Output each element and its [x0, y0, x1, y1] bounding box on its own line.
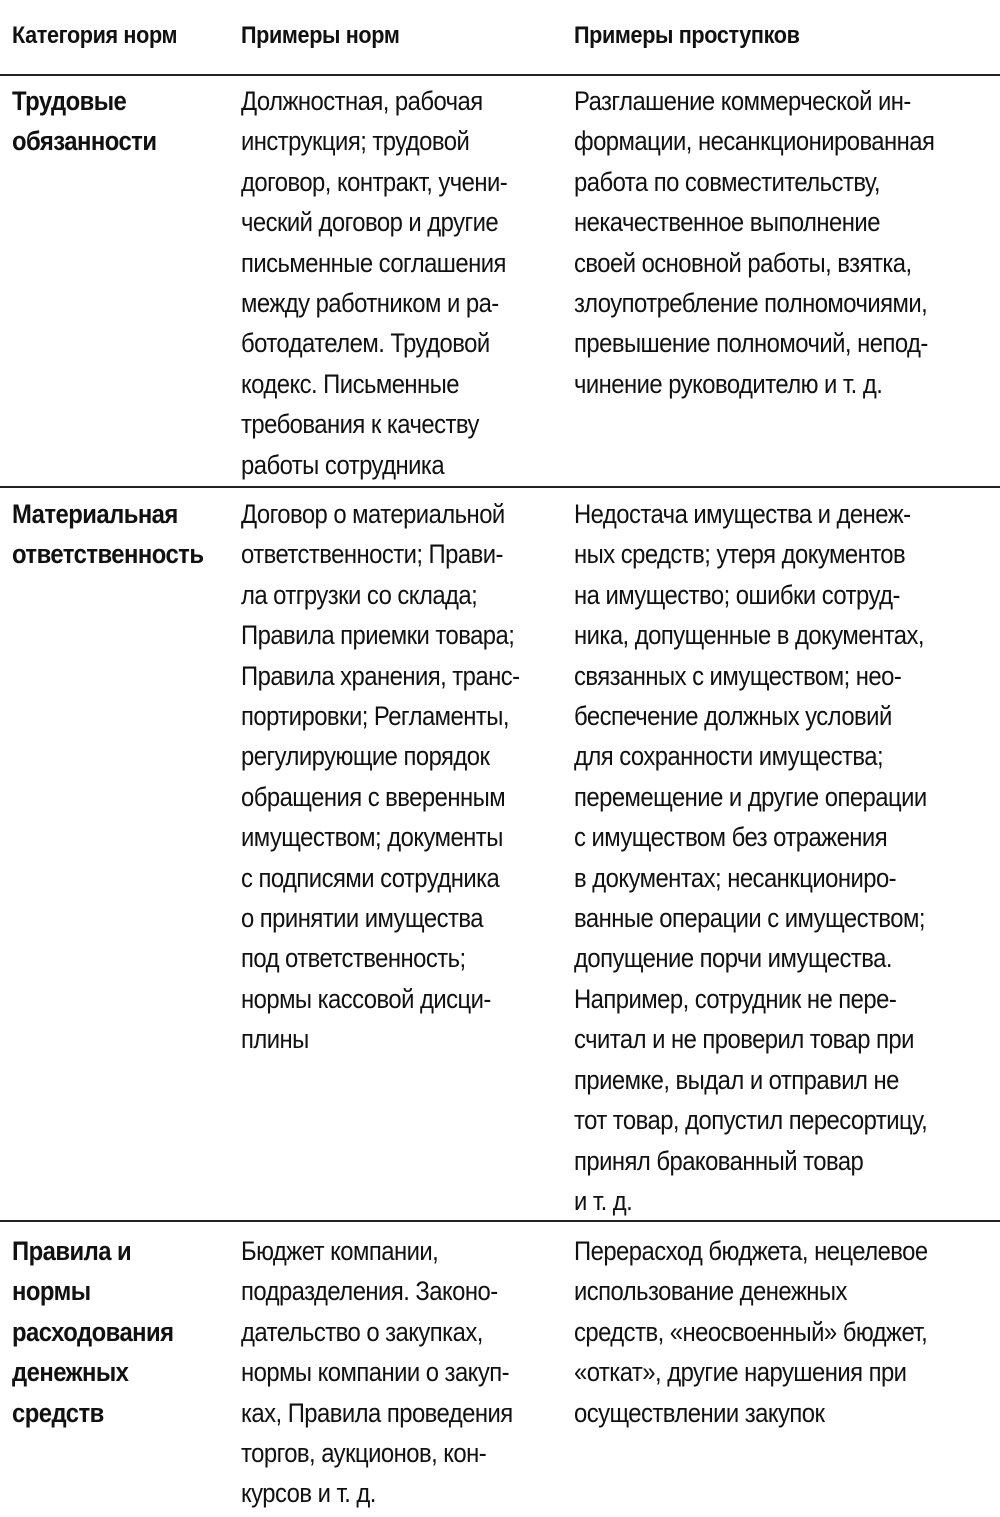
header-offenses: Примеры проступков [574, 22, 800, 49]
header-divider [0, 74, 1000, 76]
row-1-offenses: Разглашение коммерческой ин- формации, несанкционированная работа по совместительству, некачественное выполнение своей основной работы, взятка, злоупотребление полномочиями, превышение полномочий, непод- чинение руководителю и т. д. [574, 86, 935, 399]
row-3-norms: Бюджет компании, подразделения. Законо- дательство о закупках, нормы компании о закуп- ках, Правила проведения торгов, аукционов, кон- курсов и т. д. [241, 1236, 513, 1509]
row-2-offenses: Недостача имущества и денеж- ных средств; утеря документов на имущество; ошибки сотруд- ника, допущенные в документах, связанных с имуществом; нео- беспечение должных условий для сохранности имущества; перемещение и другие операции с имуществом без отражения в документах; несанкциониро- ванные операции с имуществом; допущение порчи имущества. Например, сотрудник не пере- считал и не проверил товар при приемке, выдал и отправил не тот товар, допустил пересортицу, принял бракованный товар и т. д. [574, 499, 928, 1216]
row-3-offenses: Перерасход бюджета, нецелевое использование денежных средств, «неосвоенный» бюджет, «откат», другие нарушения при осуществлении закупок [574, 1236, 928, 1428]
row-2-category: Материальная ответственность [12, 499, 204, 570]
row-divider [0, 486, 1000, 488]
row-3-category: Правила и нормы расходования денежных средств [12, 1236, 174, 1428]
row-2-norms: Договор о материальной ответственности; Прави- ла отгрузки со склада; Правила приемки товара; Правила хранения, транс- портировки; Регламенты, регулирующие порядок обращения с вверенным имуществом; документы с подписями сотрудника о принятии имущества под ответственность; нормы кассовой дисци- плины [241, 499, 520, 1055]
header-norms: Примеры норм [241, 22, 400, 49]
row-1-norms: Должностная, рабочая инструкция; трудовой договор, контракт, учени- ческий договор и другие письменные соглашения между работником и ра- ботодателем. Трудовой кодекс. Письменные требования к качеству работы сотрудника [241, 86, 508, 480]
row-1-category: Трудовые обязанности [12, 86, 157, 157]
header-category: Категория норм [12, 22, 178, 49]
